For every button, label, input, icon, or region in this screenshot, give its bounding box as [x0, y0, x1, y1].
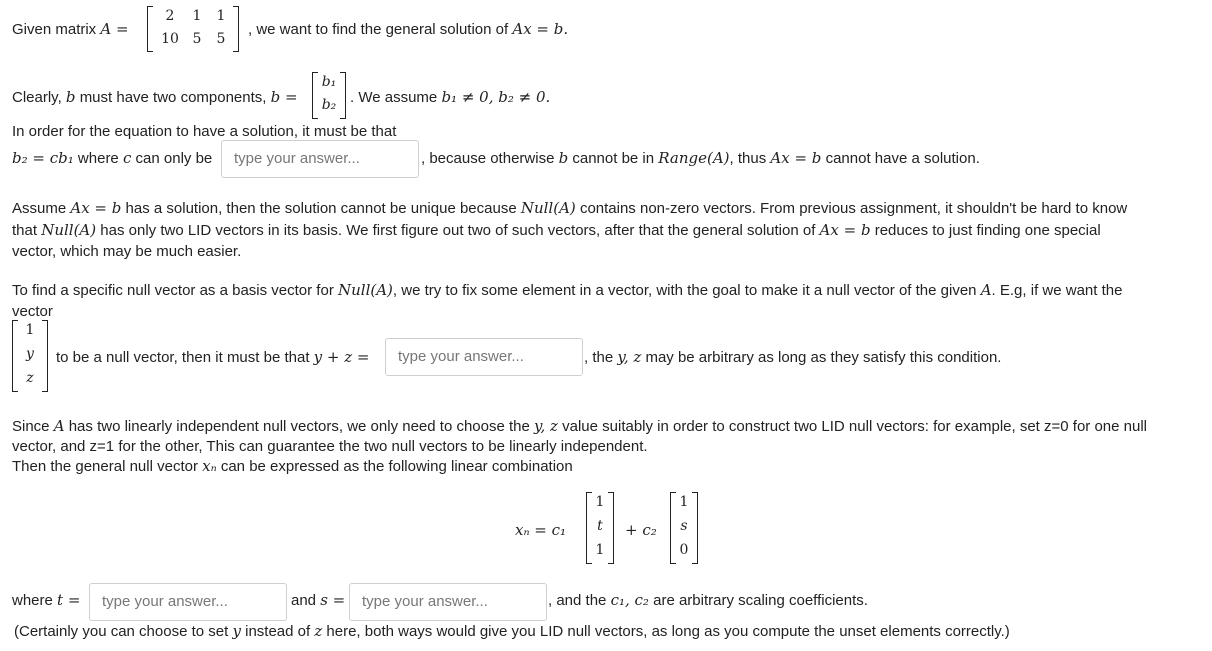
vector-cell: z [26, 370, 34, 386]
ts-suffix: , and the c₁, c₂ are arbitrary scaling coefficients. [548, 591, 868, 609]
para1-line2: that Null(A) has only two LID vectors in its basis. We first figure out two of such vectors, after that the general solution of Ax = b reduces to just finding one special [12, 221, 1101, 239]
vector-cell: s [680, 518, 688, 534]
line3-text: In order for the equation to have a solution, it must be that [12, 123, 397, 140]
para2-line1: To find a specific null vector as a basis vector for Null(A), we try to fix some element in a vector, with the goal to make it a null vector of the given A. E.g, if we want the [12, 281, 1123, 299]
t-answer-input[interactable]: type your answer... [89, 583, 287, 621]
matrix-cell: 5 [192, 31, 202, 47]
matrix-cell: 2 [165, 8, 175, 24]
line1-suffix: , we want to find the general solution of Ax = b. [248, 20, 569, 38]
vector-cell: y [26, 346, 34, 362]
given-matrix-label: Given matrix A = [12, 20, 129, 38]
vector-cell: 1 [595, 542, 605, 558]
para2-line2: vector [12, 303, 53, 320]
yz-answer-input[interactable]: type your answer... [385, 338, 583, 376]
vector-cell: b₁ [321, 74, 337, 90]
matrix-cell: 1 [192, 8, 202, 24]
combo-lhs: xₙ = c₁ [515, 521, 567, 539]
matrix-cell: 10 [161, 31, 179, 47]
vector-cell: 1 [595, 494, 605, 510]
closing-note: (Certainly you can choose to set y instead of z here, both ways would give you LID null vectors, as long as you compute the unset elements correctly.) [14, 622, 1010, 640]
nullvec-text: to be a null vector, then it must be that y + z = [56, 348, 370, 366]
c-answer-input[interactable]: type your answer... [221, 140, 419, 178]
nullvec-suffix: , the y, z may be arbitrary as long as they satisfy this condition. [584, 348, 1002, 366]
vector-cell: t [597, 518, 603, 534]
matrix-a [147, 6, 239, 52]
para3-line1: Since A has two linearly independent null vectors, we only need to choose the y, z value suitably in order to construct two LID null vectors: for example, set z=0 for one null [12, 417, 1147, 435]
para1-line3: vector, which may be much easier. [12, 243, 242, 260]
para3-line3: Then the general null vector xₙ can be expressed as the following linear combination [12, 457, 573, 475]
ts-and: and s = [291, 591, 346, 609]
null-vector [12, 320, 48, 392]
vector-cell: 1 [25, 322, 35, 338]
combo-vector-1 [586, 492, 614, 564]
vector-cell: b₂ [321, 97, 337, 113]
s-answer-input[interactable]: type your answer... [349, 583, 547, 621]
vector-b [312, 72, 346, 119]
combo-vector-2 [670, 492, 698, 564]
line4-prefix: b₂ = cb₁ where c can only be [12, 149, 213, 167]
matrix-cell: 5 [216, 31, 226, 47]
matrix-cell: 1 [216, 8, 226, 24]
line2-assume: . We assume b₁ ≠ 0, b₂ ≠ 0. [350, 88, 551, 106]
line4-suffix: , because otherwise b cannot be in Range(A), thus Ax = b cannot have a solution. [421, 149, 980, 167]
line2-prefix: Clearly, b must have two components, b = [12, 88, 298, 106]
ts-prefix: where t = [12, 591, 81, 609]
vector-cell: 1 [679, 494, 689, 510]
combo-plus: + c₂ [625, 521, 657, 539]
vector-cell: 0 [679, 542, 689, 558]
para1-line1: Assume Ax = b has a solution, then the solution cannot be unique because Null(A) contains non-zero vectors. From previous assignment, it shouldn't be hard to know [12, 199, 1128, 217]
para3-line2: vector, and z=1 for the other, This can guarantee the two null vectors to be linearly independent. [12, 438, 648, 455]
